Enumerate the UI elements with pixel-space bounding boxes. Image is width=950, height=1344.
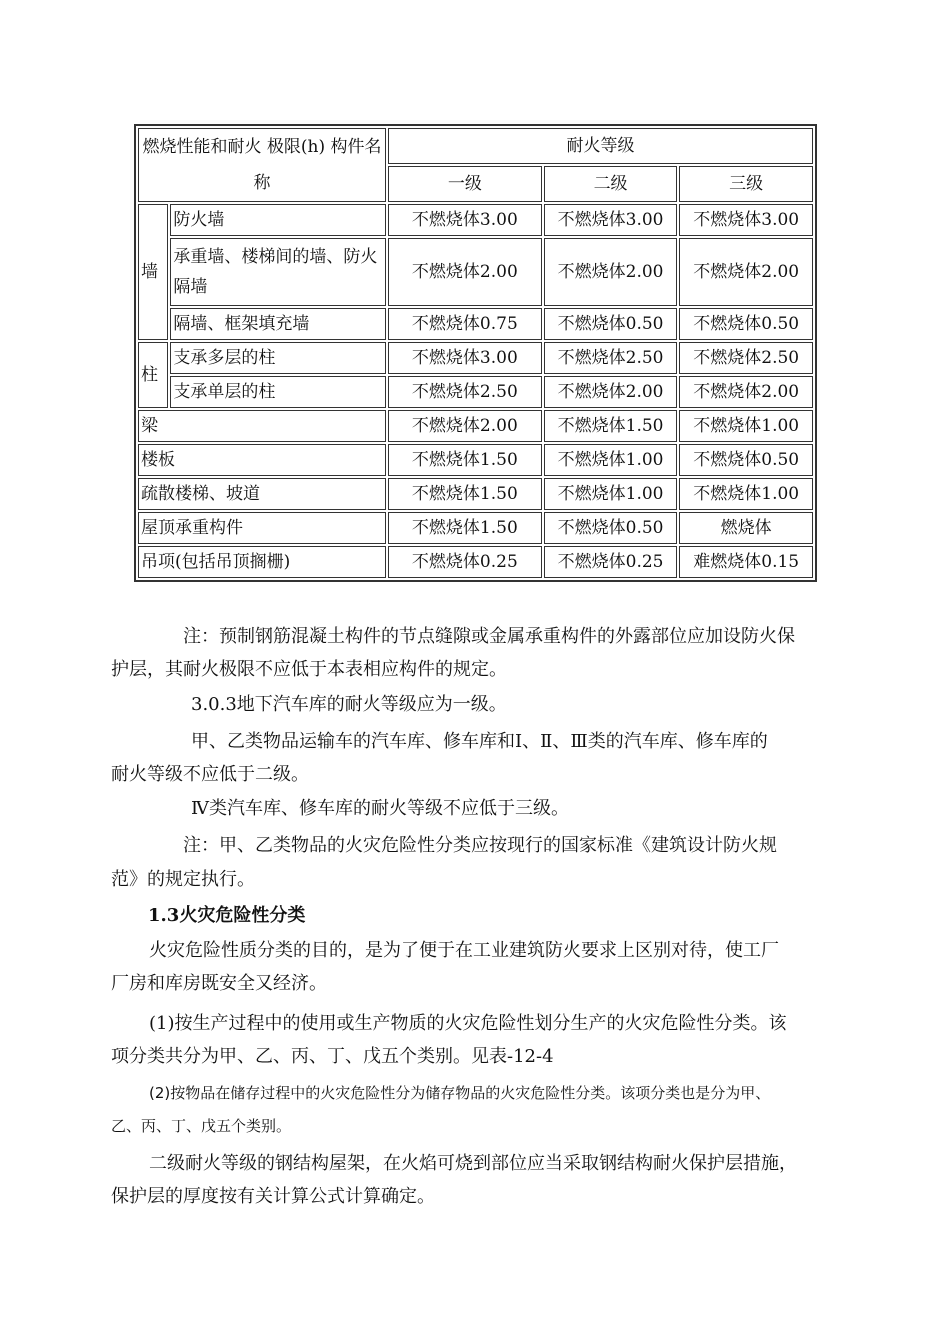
table-row — [138, 410, 813, 442]
cell-value: 不燃烧体0.50 — [544, 308, 678, 340]
row-name: 支承单层的柱 — [170, 376, 386, 408]
group-label-wall: 墙 — [138, 204, 168, 340]
row-name: 支承多层的柱 — [170, 342, 386, 374]
text-line: 保护层的厚度按有关计算公式计算确定。 — [111, 1186, 435, 1207]
grade-header-2: 二级 — [544, 166, 678, 202]
paragraph-steel-roof — [111, 1147, 841, 1180]
grade-header-1: 一级 — [388, 166, 542, 202]
note-paragraph-1 — [111, 620, 841, 653]
cell-value: 不燃烧体1.00 — [679, 410, 813, 442]
cell-value: 不燃烧体2.50 — [388, 376, 542, 408]
cell-value: 不燃烧体0.50 — [679, 308, 813, 340]
cell-value: 不燃烧体2.00 — [679, 238, 813, 306]
table-row — [138, 444, 813, 476]
group-label-column: 柱 — [138, 342, 168, 408]
cell-value: 不燃烧体1.00 — [544, 478, 678, 510]
cell-value: 不燃烧体2.00 — [388, 410, 542, 442]
text-line: 耐火等级不应低于二级。 — [111, 764, 309, 785]
cell-value: 不燃烧体2.00 — [544, 238, 678, 306]
paragraph-item-1-cont — [111, 1040, 841, 1073]
text-line: 火灾危险性质分类的目的，是为了便于在工业建筑防火要求上区别对待，使工厂 — [149, 940, 779, 961]
cell-value: 不燃烧体3.00 — [679, 204, 813, 236]
row-name: 吊项(包括吊顶搁栅) — [138, 546, 386, 578]
cell-value: 不燃烧体3.00 — [388, 342, 542, 374]
paragraph-class-ab-cont — [111, 758, 841, 791]
paragraph-purpose-cont — [111, 967, 841, 1000]
grade-header-3: 三级 — [679, 166, 813, 202]
paragraph-steel-roof-cont — [111, 1180, 841, 1213]
cell-value: 不燃烧体1.50 — [544, 410, 678, 442]
paragraph-purpose — [111, 934, 841, 967]
table-row — [138, 238, 813, 306]
cell-value: 不燃烧体0.50 — [544, 512, 678, 544]
table-header-fire-rating: 耐火等级 — [388, 128, 813, 164]
table-row — [138, 546, 813, 578]
text-line: 3.0.3地下汽车库的耐火等级应为一级。 — [191, 694, 507, 715]
paragraph-class-ab — [111, 725, 841, 758]
cell-value: 不燃烧体0.50 — [679, 444, 813, 476]
text-line: 注：预制钢筋混凝土构件的节点缝隙或金属承重构件的外露部位应加设防火保 — [183, 626, 795, 647]
row-name: 屋顶承重构件 — [138, 512, 386, 544]
text-line: 二级耐火等级的钢结构屋架，在火焰可烧到部位应当采取钢结构耐火保护层措施， — [149, 1153, 797, 1174]
text-line: 甲、乙类物品运输车的汽车库、修车库和Ⅰ、Ⅱ、Ⅲ类的汽车库、修车库的 — [191, 731, 768, 752]
clause-303 — [111, 688, 841, 721]
text-line: (1)按生产过程中的使用或生产物质的火灾危险性划分生产的火灾危险性分类。该 — [149, 1013, 787, 1034]
text-line: (2)按物品在储存过程中的火灾危险性分为储存物品的火灾危险性分类。该项分类也是分为甲、 — [149, 1084, 771, 1102]
cell-value: 不燃烧体0.25 — [388, 546, 542, 578]
paragraph-item-1 — [111, 1007, 841, 1040]
note-paragraph-2 — [111, 829, 841, 862]
cell-value: 不燃烧体1.00 — [544, 444, 678, 476]
text-line: 护层，其耐火极限不应低于本表相应构件的规定。 — [111, 659, 507, 680]
cell-value: 不燃烧体2.50 — [544, 342, 678, 374]
paragraph-class-iv — [111, 792, 841, 825]
cell-value: 不燃烧体2.00 — [679, 376, 813, 408]
table-row — [138, 204, 813, 236]
row-name: 隔墙、框架填充墙 — [170, 308, 386, 340]
cell-value: 不燃烧体1.50 — [388, 512, 542, 544]
text-line: Ⅳ类汽车库、修车库的耐火等级不应低于三级。 — [191, 798, 569, 819]
row-name: 梁 — [138, 410, 386, 442]
cell-value: 难燃烧体0.15 — [679, 546, 813, 578]
cell-value: 不燃烧体3.00 — [544, 204, 678, 236]
table-header-component: 燃烧性能和耐火 极限(h) 构件名称 — [138, 128, 386, 202]
cell-value: 不燃烧体1.50 — [388, 478, 542, 510]
cell-value: 不燃烧体2.50 — [679, 342, 813, 374]
table-row — [138, 512, 813, 544]
cell-value: 不燃烧体2.00 — [544, 376, 678, 408]
table-row — [138, 478, 813, 510]
table-row — [138, 308, 813, 340]
text-line: 注：甲、乙类物品的火灾危险性分类应按现行的国家标准《建筑设计防火规 — [183, 835, 777, 856]
cell-value: 不燃烧体0.75 — [388, 308, 542, 340]
cell-value: 不燃烧体2.00 — [388, 238, 542, 306]
text-line: 项分类共分为甲、乙、丙、丁、戊五个类别。见表-12-4 — [111, 1046, 554, 1067]
cell-value: 不燃烧体0.25 — [544, 546, 678, 578]
text-line: 范》的规定执行。 — [111, 869, 255, 890]
row-name: 疏散楼梯、坡道 — [138, 478, 386, 510]
cell-value: 不燃烧体1.00 — [679, 478, 813, 510]
table-row — [138, 376, 813, 408]
paragraph-item-2-cont — [111, 1110, 841, 1143]
text-line: 乙、丙、丁、戊五个类别。 — [111, 1117, 292, 1135]
section-heading: 1.3火灾危险性分类 — [148, 905, 306, 926]
paragraph-item-2 — [111, 1077, 841, 1110]
table-row — [138, 342, 813, 374]
row-name: 楼板 — [138, 444, 386, 476]
cell-value: 不燃烧体1.50 — [388, 444, 542, 476]
note-paragraph-1-cont — [111, 653, 841, 686]
row-name: 承重墙、楼梯间的墙、防火隔墙 — [170, 238, 386, 306]
cell-value: 燃烧体 — [679, 512, 813, 544]
text-line: 厂房和库房既安全又经济。 — [111, 973, 327, 994]
fire-resistance-table — [134, 124, 817, 582]
cell-value: 不燃烧体3.00 — [388, 204, 542, 236]
note-paragraph-2-cont — [111, 863, 841, 896]
row-name: 防火墙 — [170, 204, 386, 236]
